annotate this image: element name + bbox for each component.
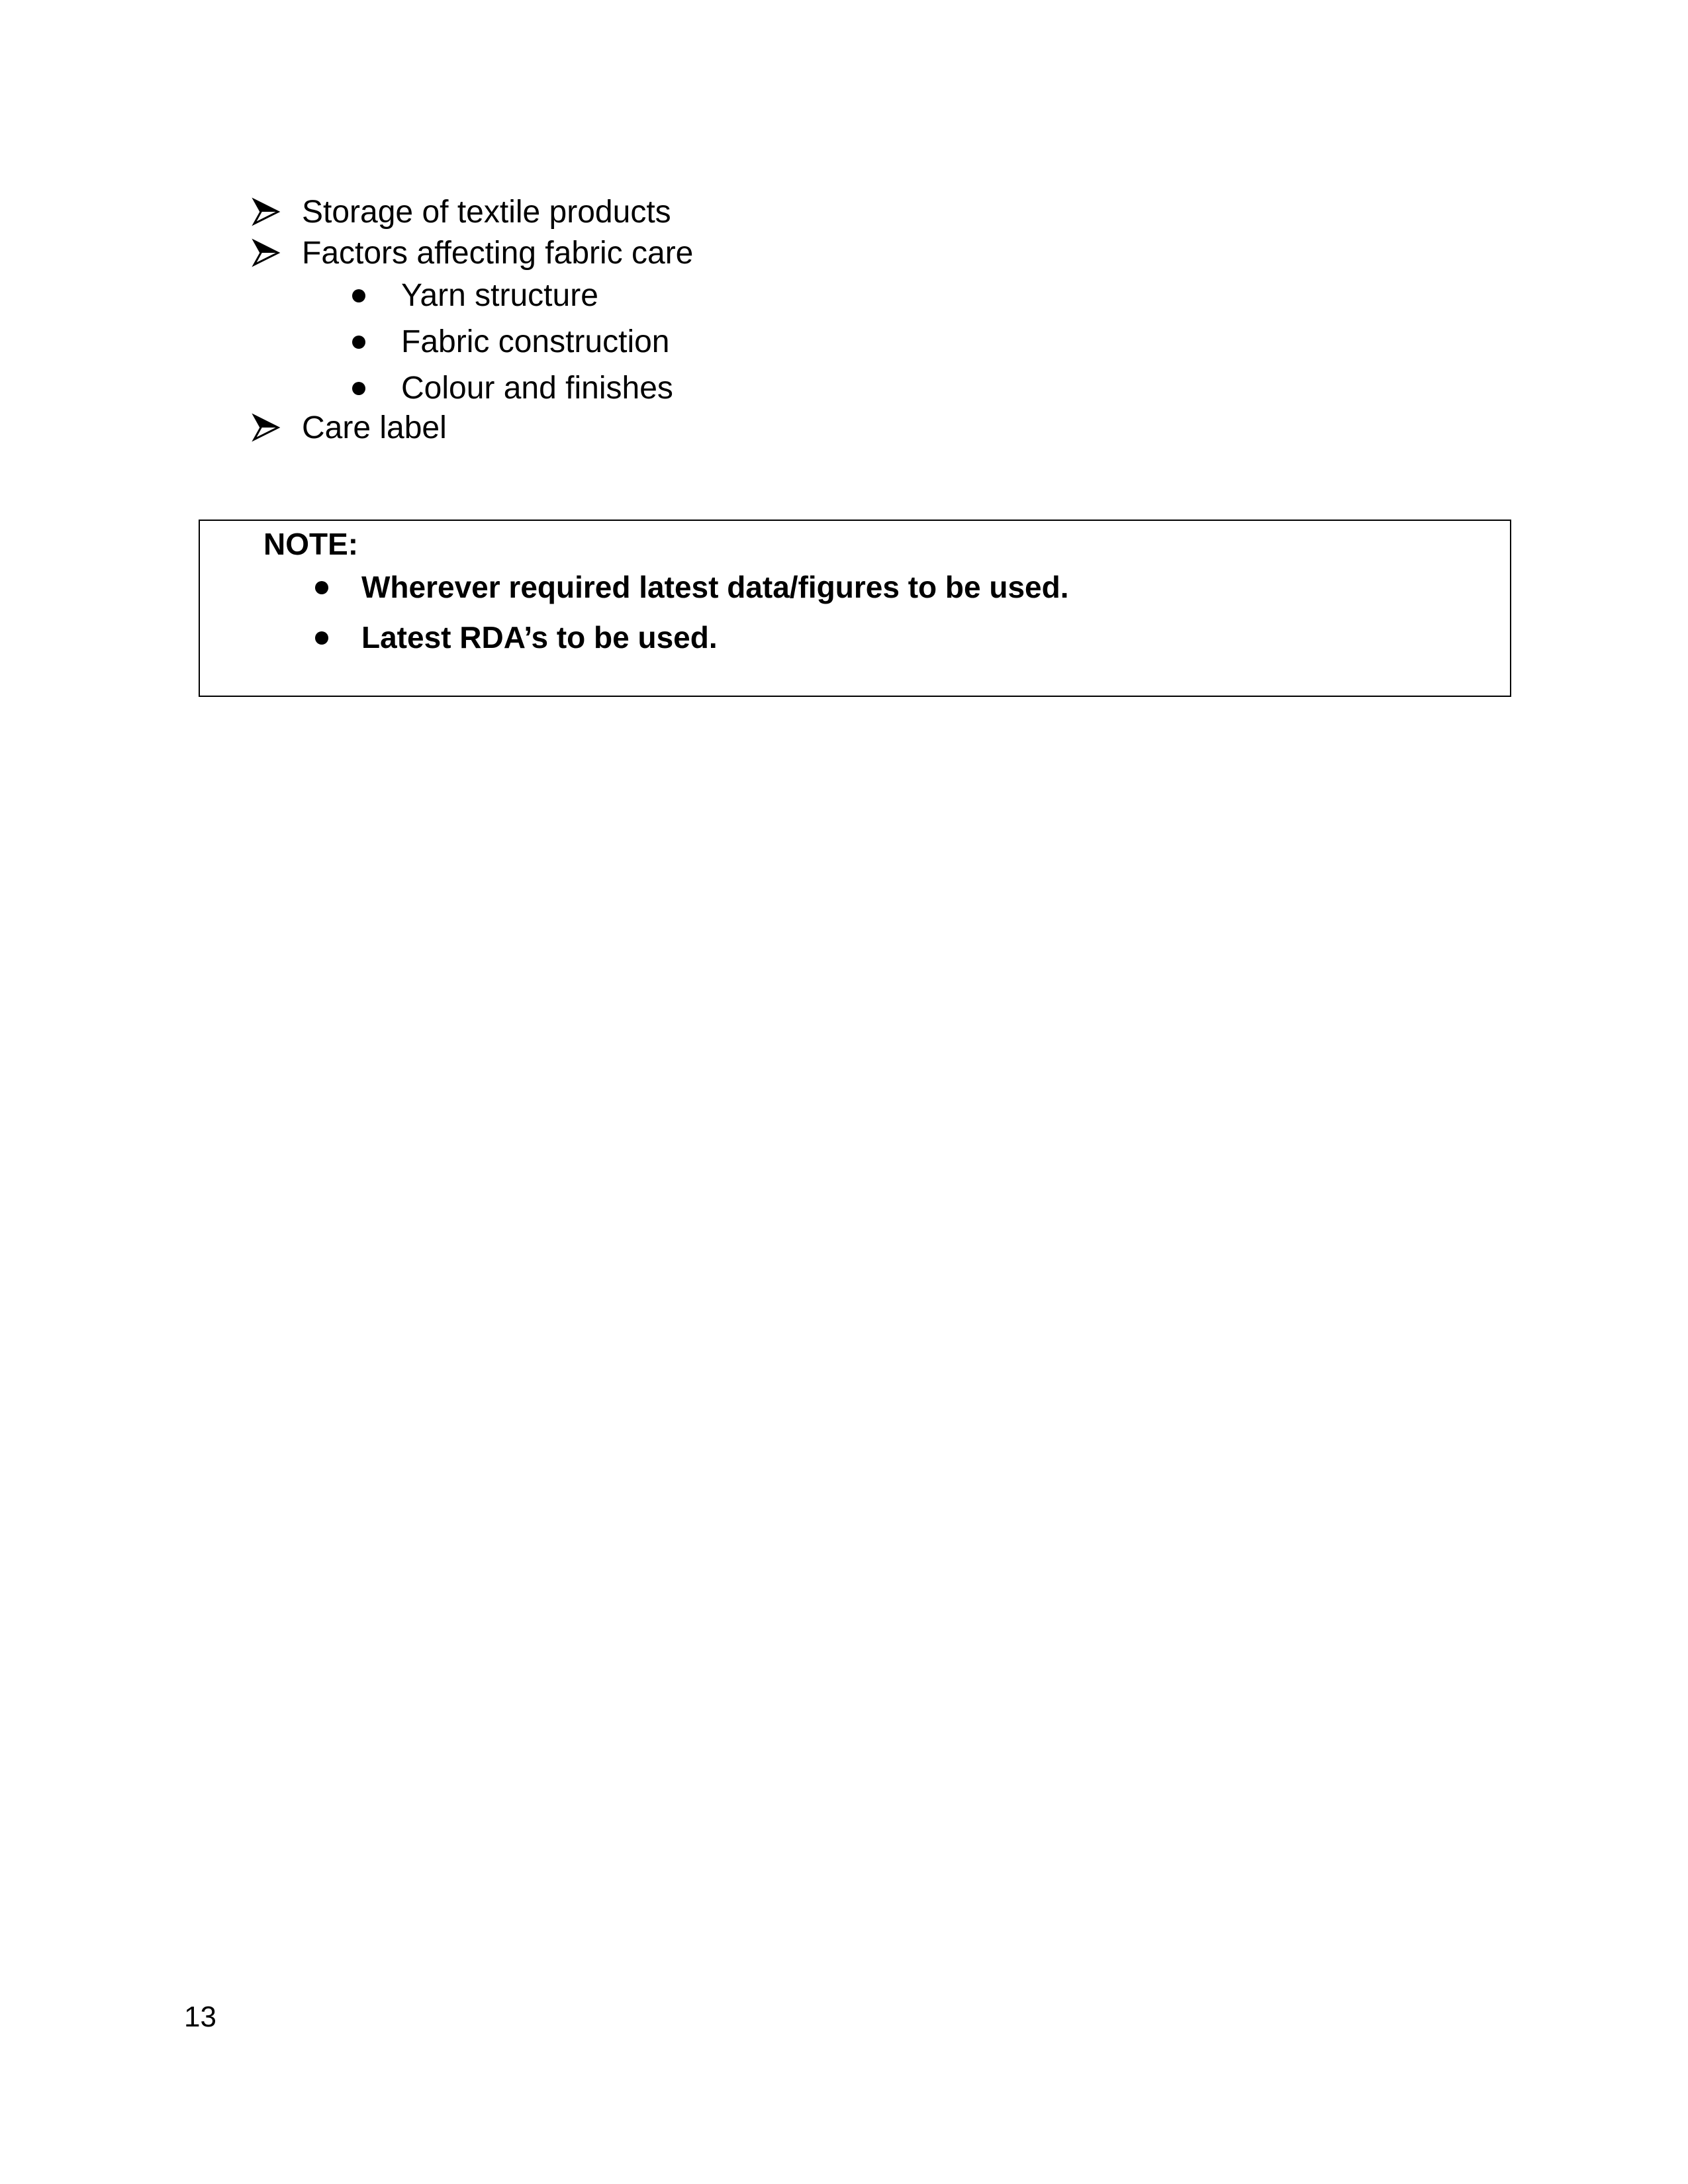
arrow-bullet-icon [252, 238, 281, 267]
note-item-text: Wherever required latest data/figures to be used. [361, 570, 1069, 604]
note-box [199, 520, 1511, 697]
note-title: NOTE: [263, 527, 359, 561]
round-bullet-icon [315, 631, 328, 645]
topic-list [252, 192, 1311, 449]
list-item-text: Factors affecting fabric care [302, 236, 694, 271]
round-bullet-icon [315, 581, 328, 594]
sub-list-item-text: Fabric construction [401, 324, 670, 359]
sub-list-item [252, 367, 1311, 408]
list-item-text: Storage of textile products [302, 195, 671, 230]
page-number: 13 [184, 2001, 216, 2033]
sub-list-item [252, 320, 1311, 367]
arrow-bullet-icon [252, 413, 281, 442]
sub-list-item-text: Yarn structure [401, 278, 598, 313]
note-item-text: Latest RDA’s to be used. [361, 620, 718, 655]
round-bullet-icon [352, 382, 365, 395]
list-item [252, 233, 1311, 274]
list-item [252, 408, 1311, 449]
round-bullet-icon [352, 289, 365, 302]
list-item [252, 192, 1311, 233]
sub-list-item [252, 274, 1311, 320]
round-bullet-icon [352, 336, 365, 349]
arrow-bullet-icon [252, 197, 281, 226]
sub-list-item-text: Colour and finishes [401, 371, 673, 406]
list-item-text: Care label [302, 410, 447, 445]
